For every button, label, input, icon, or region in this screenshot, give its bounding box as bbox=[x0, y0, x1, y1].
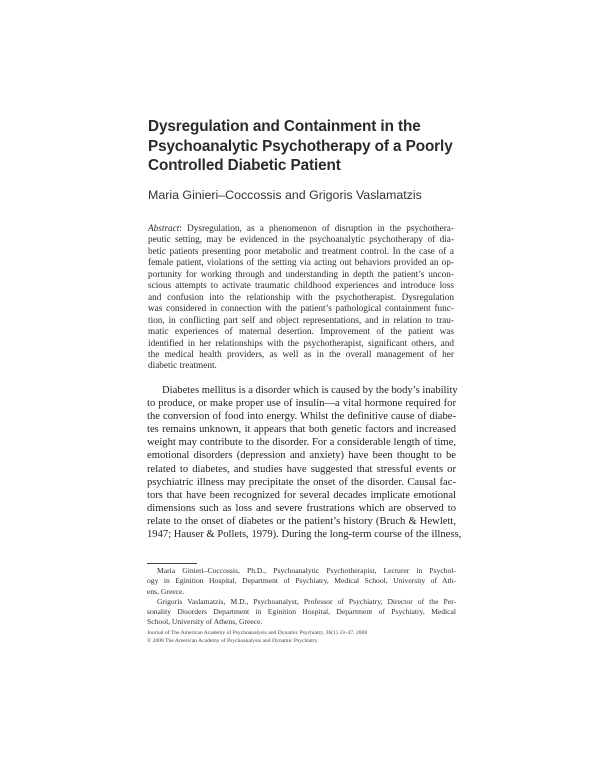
abstract-line: peutic setting, may be evidenced in the psychoanalytic psychotherapy of dia- bbox=[148, 235, 454, 246]
article-title bbox=[148, 117, 468, 176]
journal-reference: Journal of The American Academy of Psychoanalysis and Dynamic Psychiatry, 36(1) 33–47, 2008 bbox=[147, 630, 368, 636]
body-line: emotional disorders (depression and anxiety) have been thought to be bbox=[147, 450, 456, 462]
footnote-line: Grigoris Vaslamatzis, M.D., Psychoanalyst, Professor of Psychiatry, Director of the Per- bbox=[157, 596, 456, 606]
author-footnotes bbox=[147, 566, 456, 628]
footnote-line: ens, Greece. bbox=[147, 586, 185, 596]
abstract-label: Abstract bbox=[148, 224, 180, 234]
body-line: to produce, or make proper use of insulin—a vital hormone required for bbox=[147, 398, 456, 410]
journal-citation bbox=[147, 629, 367, 646]
title-line: Controlled Diabetic Patient bbox=[148, 157, 341, 174]
body-line: 1947; Hauser & Pollets, 1979). During the long-term course of the illness, bbox=[147, 529, 462, 541]
abstract-line: and confusion into the relationship with the psychotherapist. Dysregulation bbox=[148, 292, 454, 303]
title-line: Psychoanalytic Psychotherapy of a Poorly bbox=[148, 137, 453, 155]
abstract-line: matic experiences of maternal desertion. Improvement of the patient was bbox=[148, 327, 454, 338]
body-line: dimensions such as loss and severe frustrations which are observed to bbox=[147, 502, 456, 514]
copyright-notice: © 2008 The American Academy of Psychoanalysis and Dynamic Psychiatry bbox=[147, 638, 318, 645]
body-line: psychiatric illness may precipitate the onset of the disorder. Causal fac- bbox=[147, 476, 456, 488]
body-line: relate to the onset of diabetes or the patient’s history (Bruch & Hewlett, bbox=[147, 515, 456, 527]
footnote-divider bbox=[147, 563, 197, 564]
footnote-line: School, University of Athens, Greece. bbox=[147, 617, 263, 627]
body-line: related to diabetes, and studies have suggested that stressful events or bbox=[147, 463, 456, 475]
abstract-text: : Dysregulation, as a phenomenon of disruption in the psychothera- bbox=[179, 224, 454, 234]
abstract-line: portunity for working through and understanding in depth the patient’s uncon- bbox=[148, 269, 454, 280]
body-paragraph bbox=[147, 384, 462, 541]
abstract-line: the medical health providers, as well as in the overall management of her bbox=[148, 349, 454, 360]
abstract-line bbox=[148, 224, 454, 235]
body-line: tors that have been recognized for several decades implicate emotional bbox=[147, 489, 456, 501]
body-line: Diabetes mellitus is a disorder which is caused by the body’s inability bbox=[162, 385, 458, 396]
abstract-line: female patient, violations of the setting via acting out behaviors provided an op- bbox=[148, 258, 454, 269]
abstract-line: scious attempts to activate traumatic childhood experiences and introduce loss bbox=[148, 281, 454, 292]
body-line: weight may contribute to the disorder. For a considerable length of time, bbox=[147, 437, 456, 449]
footnote-line: sonality Disorders Department in Eginition Hospital, Department of Psychiatry, Medical bbox=[147, 607, 456, 617]
abstract-line: was considered in connection with the patient’s pathological containment func- bbox=[148, 304, 454, 315]
title-line: Dysregulation and Containment in the bbox=[148, 118, 421, 135]
footnote-line: ogy in Eginition Hospital, Department of Psychiatry, Medical School, University of Ath- bbox=[147, 576, 456, 586]
abstract-line: diabetic treatment. bbox=[148, 361, 217, 372]
body-line: the conversion of food into energy. Whilst the definitive cause of diabe- bbox=[147, 411, 456, 423]
abstract-line: betic patients presenting poor metabolic and treatment control. In the case of a bbox=[148, 246, 454, 257]
abstract bbox=[148, 224, 454, 373]
article-authors: Maria Ginieri–Coccossis and Grigoris Vaslamatzis bbox=[148, 188, 422, 202]
abstract-line: identified in her relationships with the psychotherapist, significant others, and bbox=[148, 338, 454, 349]
body-line: tes remains unknown, it appears that both genetic factors and increased bbox=[147, 424, 456, 436]
abstract-line: tion, in conflicting part self and object representations, and in relation to trau- bbox=[148, 315, 454, 326]
footnote-line: Maria Ginieri–Coccossis, Ph.D., Psychoanalytic Psychotherapist, Lecturer in Psychol- bbox=[157, 566, 456, 575]
